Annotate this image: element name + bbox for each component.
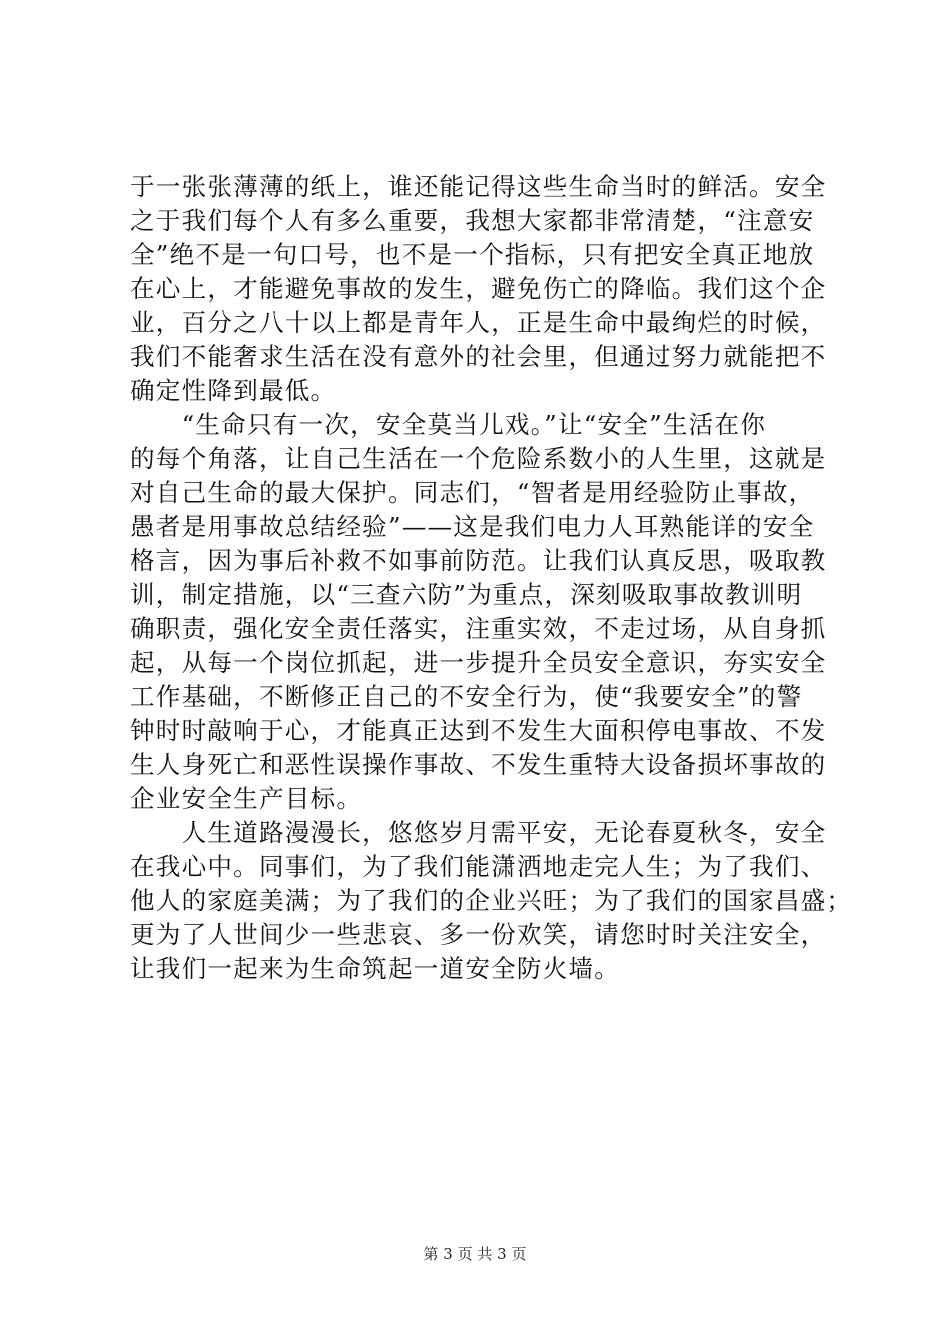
text-line: 业，百分之八十以上都是青年人，正是生命中最绚烂的时候， <box>130 308 827 337</box>
text-line: 对自己生命的最大保护。同志们，“智者是用经验防止事故， <box>130 478 815 507</box>
text-line: “生命只有一次，安全莫当儿戏。”让“安全”生活在你 <box>130 410 767 439</box>
text-line: 训，制定措施，以“三查六防”为重点，深刻吸取事故教训明 <box>130 580 803 609</box>
text-line: 起，从每一个岗位抓起，进一步提升全员安全意识，夯实安全 <box>130 648 827 677</box>
text-line: 企业安全生产目标。 <box>130 784 363 813</box>
text-line: 人生道路漫漫长，悠悠岁月需平安，无论春夏秋冬，安全 <box>130 818 827 847</box>
text-line: 在我心中。同事们，为了我们能潇洒地走完人生；为了我们、 <box>130 852 827 881</box>
text-line: 我们不能奢求生活在没有意外的社会里，但通过努力就能把不 <box>130 342 827 371</box>
text-line: 生人身死亡和恶性误操作事故、不发生重特大设备损坏事故的 <box>130 750 827 779</box>
text-line: 确定性降到最低。 <box>130 376 337 405</box>
text-line: 之于我们每个人有多么重要，我想大家都非常清楚，“注意安 <box>130 206 815 235</box>
body-text <box>130 170 853 986</box>
text-line: 他人的家庭美满；为了我们的企业兴旺；为了我们的国家昌盛； <box>130 886 853 915</box>
text-line: 格言，因为事后补救不如事前防范。让我们认真反思，吸取教 <box>130 546 827 575</box>
text-line: 于一张张薄薄的纸上，谁还能记得这些生命当时的鲜活。安全 <box>130 172 827 201</box>
text-line: 钟时时敲响于心，才能真正达到不发生大面积停电事故、不发 <box>130 716 827 745</box>
text-line: 更为了人世间少一些悲哀、多一份欢笑，请您时时关注安全， <box>130 920 827 949</box>
text-line: 全”绝不是一句口号，也不是一个指标，只有把安全真正地放 <box>130 240 815 269</box>
page-number-footer: 第 3 页 共 3 页 <box>423 1245 527 1263</box>
text-line: 的每个角落，让自己生活在一个危险系数小的人生里，这就是 <box>130 444 827 473</box>
text-line: 愚者是用事故总结经验”——这是我们电力人耳熟能详的安全 <box>130 512 815 541</box>
text-line: 在心上，才能避免事故的发生，避免伤亡的降临。我们这个企 <box>130 274 827 303</box>
text-line: 确职责，强化安全责任落实，注重实效，不走过场，从自身抓 <box>130 614 827 643</box>
text-line: 让我们一起来为生命筑起一道安全防火墙。 <box>130 954 621 983</box>
text-line: 工作基础，不断修正自己的不安全行为，使“我要安全”的警 <box>130 682 803 711</box>
